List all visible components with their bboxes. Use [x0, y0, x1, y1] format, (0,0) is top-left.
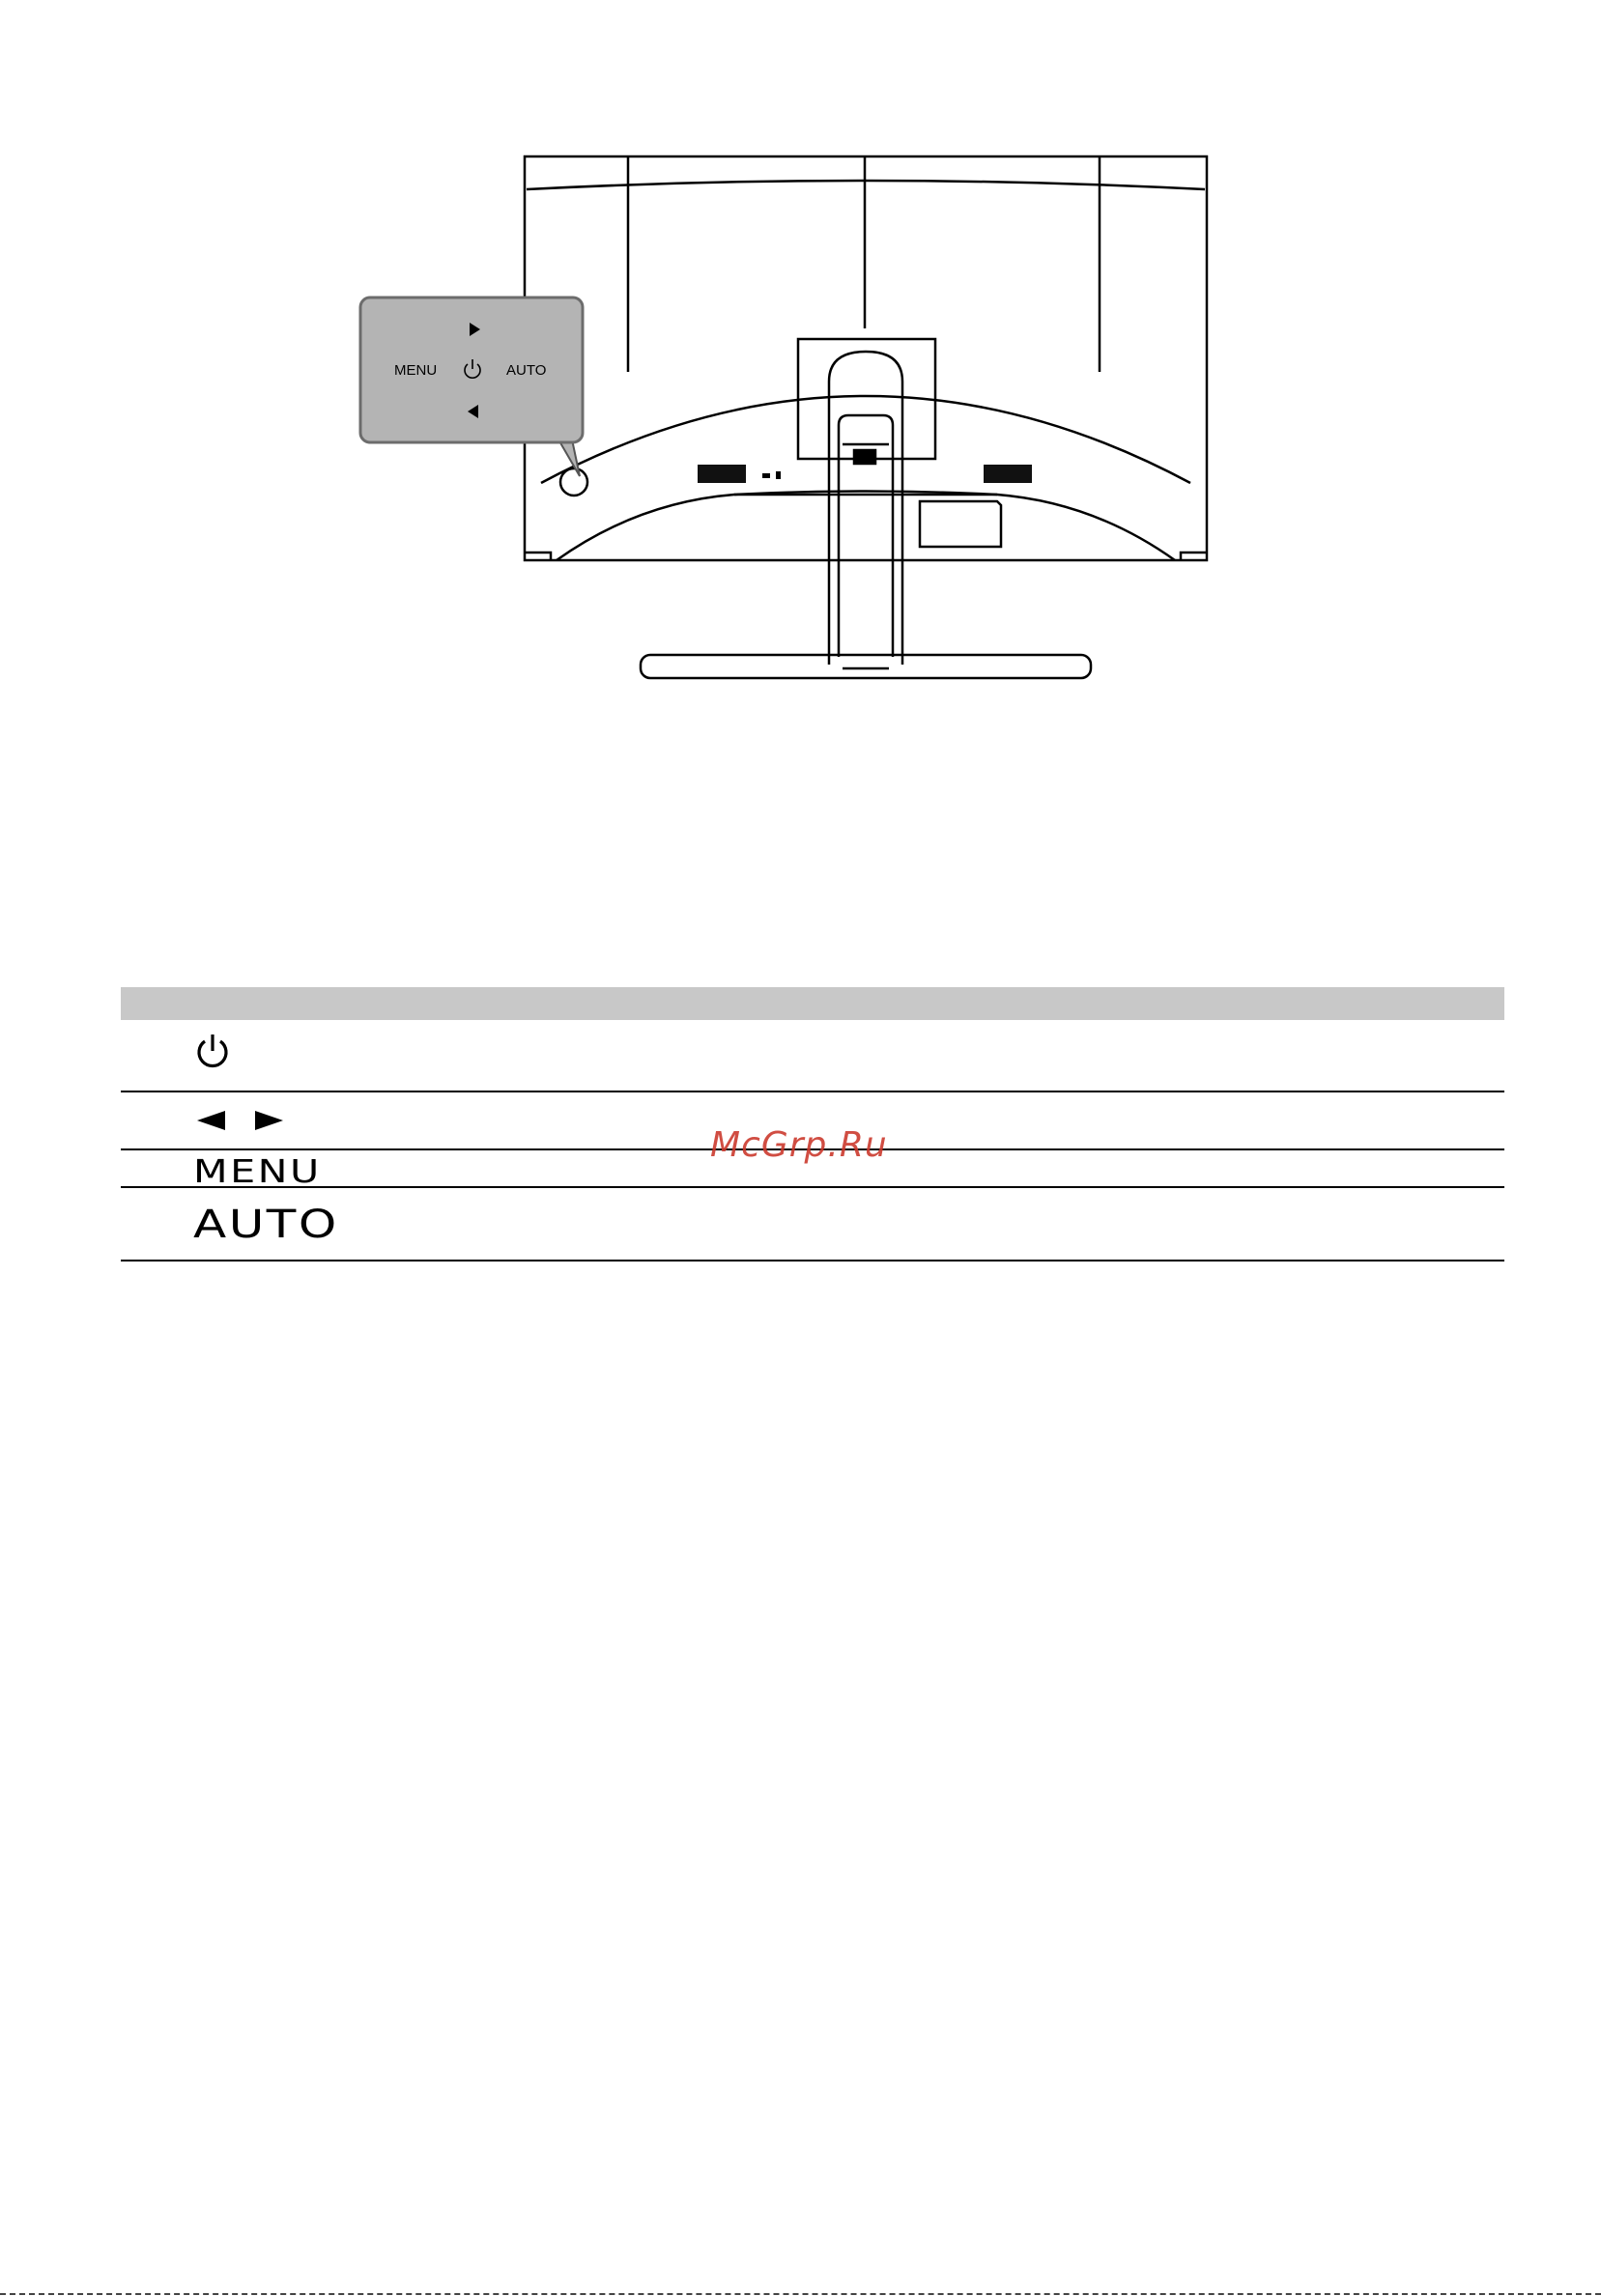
row-arrow-symbols — [193, 1109, 290, 1134]
menu-symbol-text: MENU — [193, 1152, 322, 1190]
callout-menu-label: MENU — [394, 362, 438, 379]
arrow-right-icon — [255, 1111, 283, 1130]
arrow-left-icon — [197, 1111, 225, 1130]
callout-auto-label: AUTO — [506, 362, 547, 379]
table-row-divider — [121, 1091, 1504, 1092]
monitor-rear-illustration — [0, 0, 1601, 734]
auto-symbol-text: AUTO — [193, 1203, 339, 1247]
table-row-divider — [121, 1260, 1504, 1261]
rear-power-button — [560, 468, 587, 496]
monitor-base — [641, 655, 1091, 678]
table-row-divider — [121, 1186, 1504, 1188]
watermark-text: McGrp.Ru — [710, 1125, 888, 1165]
row-power-symbol — [193, 1032, 232, 1072]
table-header — [121, 987, 1504, 1020]
page-bottom-rule — [0, 2293, 1601, 2295]
